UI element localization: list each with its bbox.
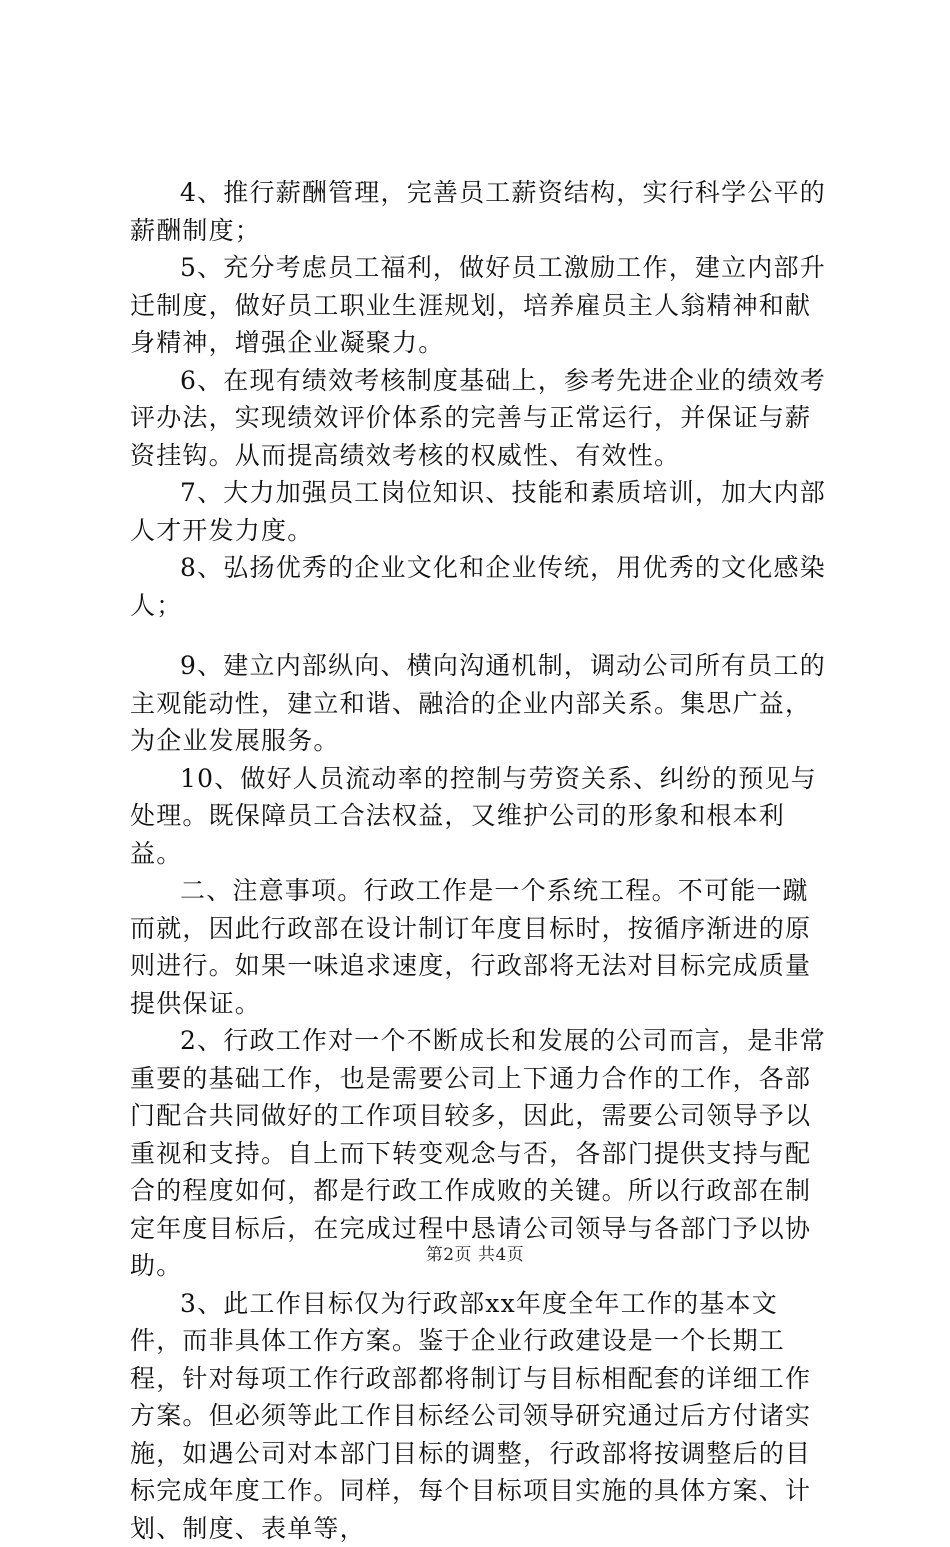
- paragraph-item-7: 7、大力加强员工岗位知识、技能和素质培训，加大内部人才开发力度。: [130, 474, 830, 549]
- paragraph-item-9: 9、建立内部纵向、横向沟通机制，调动公司所有员工的主观能动性，建立和谐、融洽的企业内部关系。集思广益，为企业发展服务。: [130, 647, 830, 760]
- paragraph-item-4: 4、推行薪酬管理，完善员工薪资结构，实行科学公平的薪酬制度；: [130, 174, 830, 249]
- page-number-footer: 第2页 共4页: [0, 1244, 950, 1266]
- document-body: [130, 174, 830, 1547]
- paragraph-section-2-notes: 二、注意事项。行政工作是一个系统工程。不可能一蹴而就，因此行政部在设计制订年度目标时，按循序渐进的原则进行。如果一味追求速度，行政部将无法对目标完成质量提供保证。: [130, 872, 830, 1022]
- paragraph-item-5: 5、充分考虑员工福利，做好员工激励工作，建立内部升迁制度，做好员工职业生涯规划，培养雇员主人翁精神和献身精神，增强企业凝聚力。: [130, 249, 830, 362]
- paragraph-note-3: 3、此工作目标仅为行政部xx年度全年工作的基本文件，而非具体工作方案。鉴于企业行政建设是一个长期工程，针对每项工作行政部都将制订与目标相配套的详细工作方案。但必须等此工作目标经公司领导研究通过后方付诸实施，如遇公司对本部门目标的调整，行政部将按调整后的目标完成年度工作。同样，每个目标项目实施的具体方案、计划、制度、表单等，: [130, 1285, 830, 1547]
- paragraph-item-10: 10、做好人员流动率的控制与劳资关系、纠纷的预见与处理。既保障员工合法权益，又维护公司的形象和根本利益。: [130, 760, 830, 873]
- paragraph-item-6: 6、在现有绩效考核制度基础上，参考先进企业的绩效考评办法，实现绩效评价体系的完善与正常运行，并保证与薪资挂钩。从而提高绩效考核的权威性、有效性。: [130, 362, 830, 475]
- paragraph-note-2: 2、行政工作对一个不断成长和发展的公司而言，是非常重要的基础工作，也是需要公司上下通力合作的工作，各部门配合共同做好的工作项目较多，因此，需要公司领导予以重视和支持。自上而下转变观念与否，各部门提供支持与配合的程度如何，都是行政工作成败的关键。所以行政部在制定年度目标后，在完成过程中恳请公司领导与各部门予以协助。: [130, 1022, 830, 1285]
- paragraph-item-8: 8、弘扬优秀的企业文化和企业传统，用优秀的文化感染人；: [130, 549, 830, 624]
